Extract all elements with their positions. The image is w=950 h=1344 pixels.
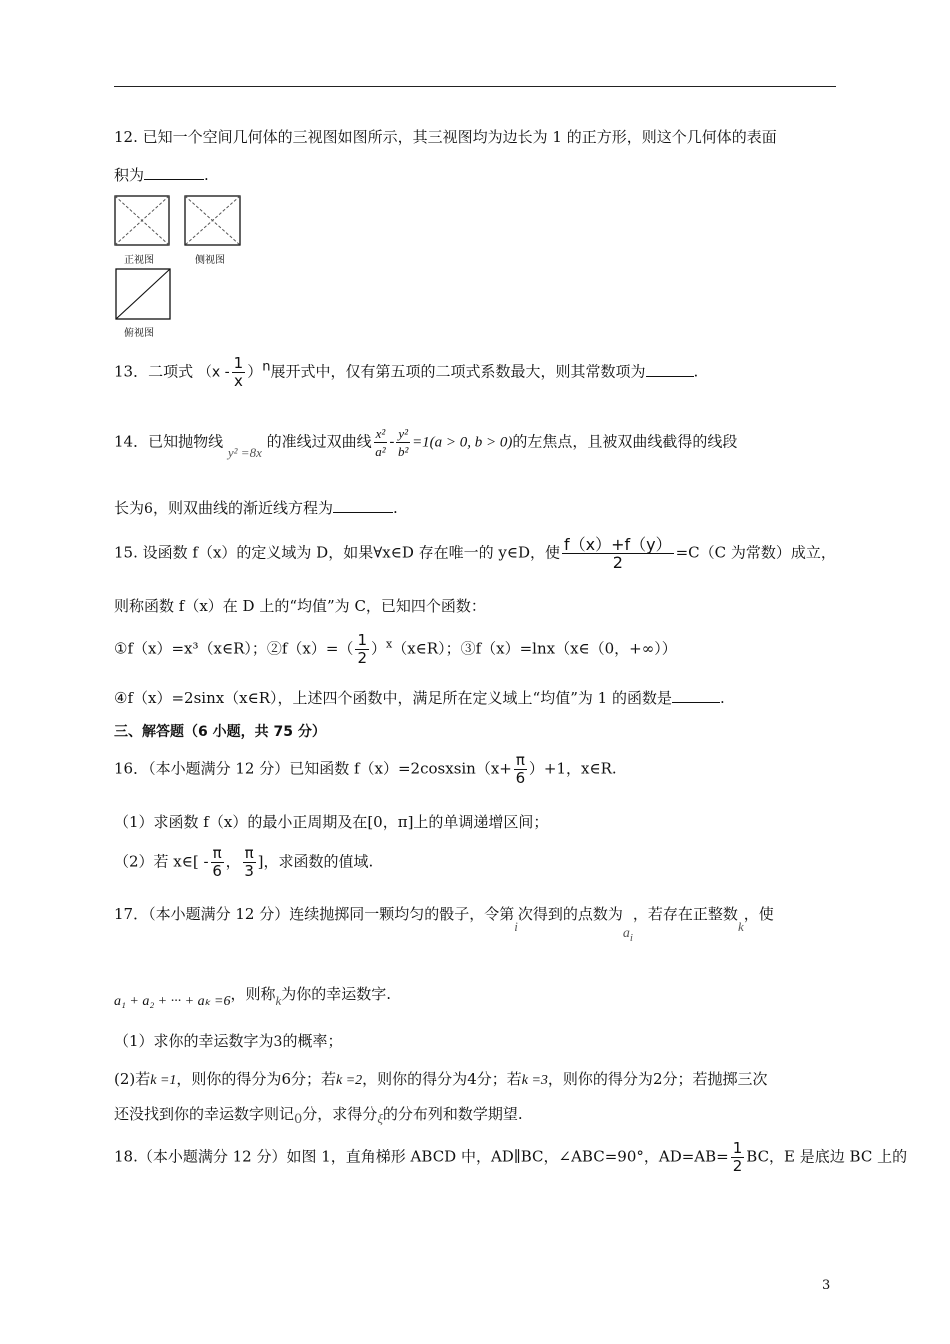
q17-line5-c: 的分布列和数学期望.: [382, 1105, 523, 1123]
q13-prefix: 13．二项式: [114, 362, 194, 381]
q17-line5-a: 还没找到你的幸运数字则记: [114, 1105, 295, 1123]
q15-line3-c: （x∈R）；③f（x）=lnx（x∈（0，+∞））: [392, 639, 677, 658]
q14-minus: -: [389, 432, 395, 451]
q15-line1-prefix: 15. 设函数 f（x）的定义域为 D，如果∀x∈D 存在唯一的 y∈D，使: [114, 543, 560, 562]
q17-part1-three: 3: [273, 1034, 283, 1050]
q17-sum-equation: a₁ + a₂ + ··· + aₖ =6: [114, 994, 231, 1009]
q12-answer-blank: [144, 165, 204, 180]
q14-frac-y: $\frac{\text{y²}}{\text{b²}}$: [398, 426, 409, 459]
header-rule: [114, 86, 836, 87]
q15-half: $\frac{1}{2}$: [357, 631, 367, 667]
side-view-caption: 侧视图: [195, 255, 225, 266]
q17-line1-d: ，使: [743, 905, 774, 923]
q17-part1-b: 的概率；: [282, 1032, 343, 1050]
page-number: 3: [822, 1278, 831, 1293]
q17-part1-a: （1）求你的幸运数字为: [114, 1032, 274, 1050]
q14-answer-blank: [333, 498, 393, 513]
q14-line2: [114, 498, 398, 519]
q15-line3-exp: x: [386, 637, 393, 651]
three-view-figure: [114, 195, 244, 340]
q15-answer-blank: [672, 688, 720, 703]
q14-frac-x: $\frac{\text{x²}}{\text{a²}}$: [375, 426, 386, 459]
top-view-caption: 俯视图: [124, 328, 154, 339]
q17-part1: [114, 1031, 342, 1052]
q13-expr-close: ）: [247, 362, 263, 381]
q17-line1: [114, 904, 774, 944]
q14-line2-mid: ，则双曲线的渐近线方程为: [152, 499, 333, 517]
q17-score2: 4: [467, 1070, 477, 1088]
q16-frac-pi6: $\frac{\pi}{6}$: [212, 844, 222, 880]
q13-fraction: $\frac{1}{x}$: [233, 354, 244, 390]
q18-line1: [114, 1140, 907, 1175]
q16-line1: [114, 752, 617, 787]
q16-part2-comma: ，: [225, 852, 241, 871]
front-view-caption: 正视图: [124, 255, 154, 266]
q14-prefix: 14．已知抛物线: [114, 432, 224, 451]
q14-line1: [114, 425, 737, 460]
q17-line5-b: 分，求得分: [302, 1105, 378, 1123]
q17-line2-b: 为你的幸运数字.: [281, 985, 392, 1003]
q13-expr-open: （x -: [197, 364, 230, 381]
q17-xi: ξ: [377, 1111, 383, 1126]
q18-prefix: 18.（本小题满分 12 分）如图 1，直角梯形 ABCD 中，AD∥BC，∠ABC=90°，AD=AB=: [114, 1147, 729, 1166]
q14-suffix: 的左焦点，且被双曲线截得的线段: [512, 432, 738, 451]
q17-line2: [114, 984, 392, 1009]
q17-i: i: [514, 919, 518, 934]
q14-middle: 的准线过双曲线: [266, 432, 372, 451]
q17-ai: $a_i$: [622, 926, 633, 944]
q15-line4-end: .: [719, 689, 725, 707]
q15-line3: [114, 632, 677, 667]
q13-end: .: [693, 362, 699, 381]
q12-line2-prefix: 积为: [114, 166, 145, 184]
q17-part2-f: ，则你的得分为: [547, 1070, 653, 1088]
q14-hyp-tail: =1(a > 0, b > 0): [412, 434, 513, 451]
top-view-square: [116, 269, 170, 319]
section-3-heading: 三、解答题（6 小题，共 75 分）: [114, 724, 326, 740]
q17-part2-g: 分；若抛掷三次: [662, 1070, 768, 1088]
q16-frac-pi3: $\frac{\pi}{3}$: [244, 844, 254, 880]
q16-part2-suffix: ]，求函数的值域.: [257, 852, 374, 871]
q15-line4-prefix: ④f（x）=2sinx（x∈R），上述四个函数中，满足所在定义域上“均值”为 1 的函数是: [114, 689, 672, 707]
q16-prefix: 16．（本小题满分 12 分）已知函数 f（x）=2cosxsin（x+: [114, 759, 512, 778]
q16-part2: [114, 845, 373, 880]
q15-line1: [114, 536, 836, 571]
q15-line3-a: ①f（x）=x³（x∈R）；②f（x）=（: [114, 639, 354, 658]
q17-k3: k =3: [521, 1073, 548, 1088]
q15-line1-suffix: =C（C 为常数）成立，: [675, 543, 836, 562]
q15-line4: [114, 688, 725, 708]
q16-suffix: ）+1，x∈R.: [528, 759, 617, 778]
q17-part2: [114, 1069, 768, 1091]
q17-line2-k: k: [275, 993, 282, 1008]
q14-line2-end: .: [392, 499, 398, 517]
q18-fraction: $\frac{1}{2}$: [732, 1139, 743, 1175]
q17-k1: k =1: [150, 1073, 177, 1088]
q16-fraction: $\frac{\pi}{6}$: [515, 751, 526, 787]
q15-line3-b: ）: [370, 639, 386, 658]
q17-line1-c: ，若存在正整数: [632, 905, 738, 923]
q13-answer-blank: [646, 362, 694, 377]
q12-line1: 12. 已知一个空间几何体的三视图如图所示，其三视图均为边长为 1 的正方形，则这个几何体的表面: [114, 128, 777, 146]
q13-suffix: 展开式中，仅有第五项的二项式系数最大，则其常数项为: [270, 362, 646, 381]
q16-part1: （1）求函数 f（x）的最小正周期及在[0，π]上的单调递增区间；: [114, 813, 549, 831]
q17-part2-d: ，则你的得分为: [362, 1070, 468, 1088]
q17-line1-a: 17．（本小题满分 12 分）连续抛掷同一颗均匀的骰子，令第: [114, 905, 515, 923]
q13-exponent: n: [262, 359, 271, 375]
q12-line2-suffix: .: [204, 166, 209, 184]
q17-score3: 2: [652, 1070, 663, 1088]
q18-suffix: BC，E 是底边 BC 上的: [746, 1147, 908, 1166]
q17-line2-a: ，则称: [230, 985, 276, 1003]
q17-part2-b: ，则你的得分为: [176, 1070, 282, 1088]
q17-k2: k =2: [336, 1073, 363, 1088]
q17-k: k: [737, 919, 744, 934]
q14-six: 6: [144, 501, 153, 517]
q13-line: [114, 355, 698, 390]
q14-parabola: y² =8x: [227, 444, 262, 460]
q17-line1-b: 次得到的点数为: [517, 905, 623, 923]
side-view-square: [185, 196, 240, 245]
q17-part2-c: 分；若: [290, 1070, 336, 1088]
front-view-square: [115, 196, 169, 245]
q17-part2-e: 分；若: [476, 1070, 522, 1088]
q12-line2: [114, 165, 209, 185]
q17-part2-a: (2)若: [114, 1070, 151, 1088]
q17-line5: [114, 1104, 523, 1126]
q14-line2-prefix: 长为: [114, 499, 145, 517]
q16-part2-prefix: （2）若 x∈[ -: [114, 852, 209, 871]
q15-fraction: $\frac{f(x)+f(y)}{2}$: [563, 535, 672, 572]
q17-zero: 0: [294, 1112, 303, 1127]
q15-line2: 则称函数 f（x）在 D 上的“均值”为 C，已知四个函数：: [114, 597, 486, 615]
q17-score1: 6: [281, 1070, 291, 1088]
